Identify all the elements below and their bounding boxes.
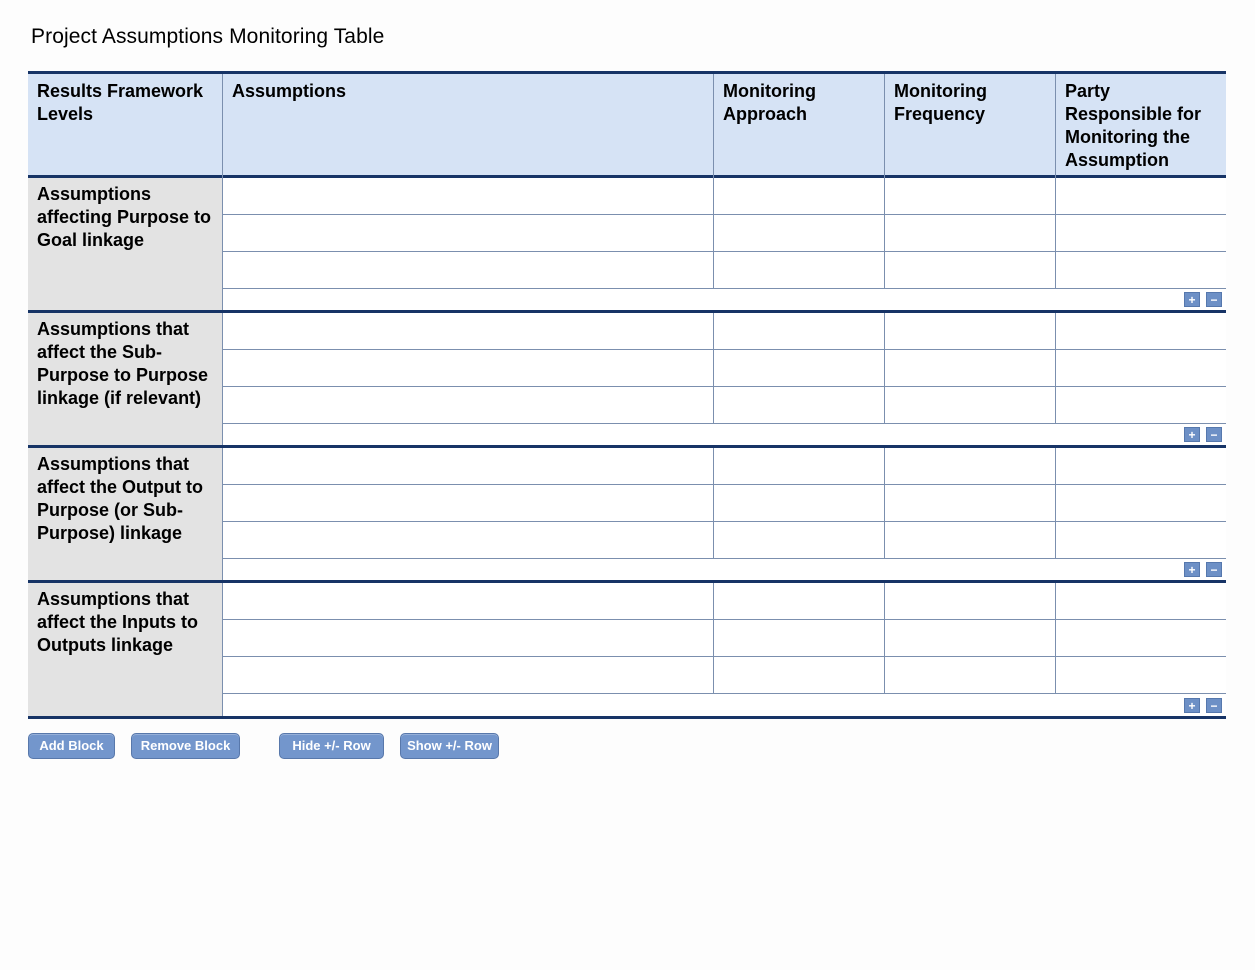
- approach-cell[interactable]: [713, 485, 884, 521]
- assumption-cell[interactable]: [223, 252, 713, 288]
- table-row: [223, 448, 1226, 485]
- add-block-button[interactable]: Add Block: [28, 733, 115, 759]
- remove-row-button[interactable]: −: [1206, 698, 1222, 713]
- col-header-approach: Monitoring Approach: [713, 74, 884, 178]
- assumption-cell[interactable]: [223, 620, 713, 656]
- frequency-cell[interactable]: [884, 350, 1055, 386]
- level-cell: Assumptions affecting Purpose to Goal linkage: [28, 178, 222, 310]
- assumption-cell[interactable]: [223, 215, 713, 251]
- table-row: [223, 485, 1226, 522]
- frequency-cell[interactable]: [884, 620, 1055, 656]
- table-row: [223, 387, 1226, 424]
- remove-row-button[interactable]: −: [1206, 427, 1222, 442]
- party-cell[interactable]: [1055, 215, 1226, 251]
- approach-cell[interactable]: [713, 387, 884, 423]
- hide-row-button[interactable]: Hide +/- Row: [279, 733, 384, 759]
- table-block: [28, 448, 1226, 583]
- frequency-cell[interactable]: [884, 583, 1055, 619]
- party-cell[interactable]: [1055, 485, 1226, 521]
- block-rows: [222, 448, 1226, 580]
- frequency-cell[interactable]: [884, 522, 1055, 558]
- block-rows: [222, 178, 1226, 310]
- table-block: [28, 178, 1226, 313]
- party-cell[interactable]: [1055, 350, 1226, 386]
- approach-cell[interactable]: [713, 215, 884, 251]
- col-header-levels: Results Framework Levels: [37, 81, 204, 124]
- add-row-button[interactable]: +: [1184, 698, 1200, 713]
- approach-cell[interactable]: [713, 178, 884, 214]
- table-block: [28, 313, 1226, 448]
- approach-cell[interactable]: [713, 313, 884, 349]
- monitoring-table: [28, 71, 1226, 719]
- party-cell[interactable]: [1055, 178, 1226, 214]
- remove-block-button[interactable]: Remove Block: [131, 733, 240, 759]
- approach-cell[interactable]: [713, 252, 884, 288]
- frequency-cell[interactable]: [884, 313, 1055, 349]
- add-row-button[interactable]: +: [1184, 427, 1200, 442]
- party-cell[interactable]: [1055, 522, 1226, 558]
- frequency-cell[interactable]: [884, 387, 1055, 423]
- row-control-strip: [223, 694, 1226, 716]
- level-cell: Assumptions that affect the Output to Purpose (or Sub-Purpose) linkage: [28, 448, 222, 580]
- party-cell[interactable]: [1055, 252, 1226, 288]
- assumption-cell[interactable]: [223, 583, 713, 619]
- assumption-cell[interactable]: [223, 387, 713, 423]
- party-cell[interactable]: [1055, 583, 1226, 619]
- row-control-strip: [223, 424, 1226, 445]
- table-row: [223, 350, 1226, 387]
- show-row-button[interactable]: Show +/- Row: [400, 733, 499, 759]
- assumption-cell[interactable]: [223, 657, 713, 693]
- row-control-strip: [223, 289, 1226, 310]
- block-rows: [222, 313, 1226, 445]
- table-header: [28, 71, 1226, 178]
- approach-cell[interactable]: [713, 620, 884, 656]
- approach-cell[interactable]: [713, 583, 884, 619]
- remove-row-button[interactable]: −: [1206, 562, 1222, 577]
- row-control-strip: [223, 559, 1226, 580]
- party-cell[interactable]: [1055, 313, 1226, 349]
- col-header-assumptions: Assumptions: [222, 74, 713, 178]
- table-row: [223, 657, 1226, 694]
- assumption-cell[interactable]: [223, 313, 713, 349]
- frequency-cell[interactable]: [884, 485, 1055, 521]
- approach-cell[interactable]: [713, 522, 884, 558]
- page-title: Project Assumptions Monitoring Table: [31, 25, 385, 48]
- party-cell[interactable]: [1055, 657, 1226, 693]
- assumption-cell[interactable]: [223, 448, 713, 484]
- table-row: [223, 215, 1226, 252]
- frequency-cell[interactable]: [884, 178, 1055, 214]
- assumption-cell[interactable]: [223, 350, 713, 386]
- party-cell[interactable]: [1055, 448, 1226, 484]
- frequency-cell[interactable]: [884, 215, 1055, 251]
- level-cell: Assumptions that affect the Inputs to Outputs linkage: [28, 583, 222, 716]
- party-cell[interactable]: [1055, 620, 1226, 656]
- approach-cell[interactable]: [713, 350, 884, 386]
- table-row: [223, 252, 1226, 289]
- remove-row-button[interactable]: −: [1206, 292, 1222, 307]
- frequency-cell[interactable]: [884, 252, 1055, 288]
- assumption-cell[interactable]: [223, 178, 713, 214]
- approach-cell[interactable]: [713, 448, 884, 484]
- table-row: [223, 522, 1226, 559]
- approach-cell[interactable]: [713, 657, 884, 693]
- frequency-cell[interactable]: [884, 657, 1055, 693]
- party-cell[interactable]: [1055, 387, 1226, 423]
- block-rows: [222, 583, 1226, 716]
- table-row: [223, 620, 1226, 657]
- assumption-cell[interactable]: [223, 522, 713, 558]
- frequency-cell[interactable]: [884, 448, 1055, 484]
- table-row: [223, 313, 1226, 350]
- table-block: [28, 583, 1226, 719]
- col-header-frequency: Monitoring Frequency: [884, 74, 1055, 178]
- add-row-button[interactable]: +: [1184, 292, 1200, 307]
- assumption-cell[interactable]: [223, 485, 713, 521]
- table-row: [223, 583, 1226, 620]
- col-header-party: Party Responsible for Monitoring the Assumption: [1055, 74, 1226, 178]
- table-row: [223, 178, 1226, 215]
- add-row-button[interactable]: +: [1184, 562, 1200, 577]
- level-cell: Assumptions that affect the Sub-Purpose to Purpose linkage (if relevant): [28, 313, 222, 445]
